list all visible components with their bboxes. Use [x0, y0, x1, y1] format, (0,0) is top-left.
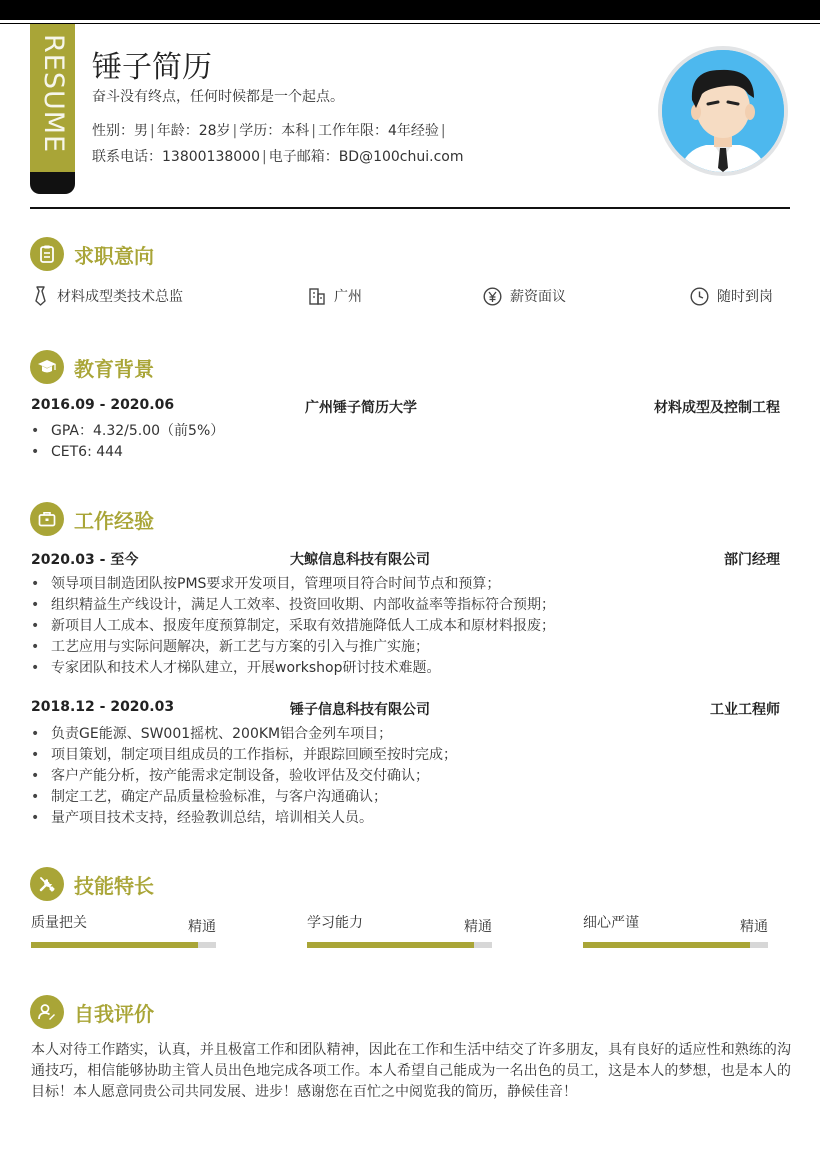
clock-icon [690, 287, 709, 306]
intent-availability [690, 286, 773, 306]
skill-level: 精通 [188, 919, 216, 935]
separator: | [440, 123, 446, 139]
work-years: 工作年限：4年经验 [317, 123, 439, 139]
list-item: • 客户产能分析，按产能需求定制设备，验收评估及交付确认； [31, 766, 457, 787]
list-item: • 专家团队和技术人才梯队建立，开展workshop研讨技术难题。 [31, 658, 555, 679]
skill-carefulness [583, 912, 768, 952]
section-skills [30, 866, 154, 902]
intent-city [308, 286, 362, 306]
top-bar [0, 0, 820, 20]
work-2-date: 2018.12 - 2020.03 [31, 699, 175, 715]
section-title: 工作经验 [74, 508, 154, 533]
skill-learning [307, 912, 492, 952]
graduation-cap-icon [30, 350, 64, 384]
skill-bar-fill [31, 942, 198, 948]
motto: 奋斗没有终点，任何时候都是一个起点。 [92, 89, 344, 105]
separator: | [311, 123, 316, 139]
self-evaluation-text: 本人对待工作踏实，认真，并且极富工作和团队精神，因此在工作和生活中结交了许多朋友，具有良好的适应性和熟练的沟通技巧，相信能够协助主管人员出色地完成各项工作。本人希望自己能成为一名出色的员工，这是本人的梦想，也是本人的目标！本人愿意同贵公司共同发展、进步！感谢您在百忙之中阅览我的简历，静候佳音！ [31, 1042, 791, 1100]
section-summary [30, 994, 154, 1030]
list-item: • 新项目人工成本、报废年度预算制定，采取有效措施降低人工成本和原材料报废； [31, 616, 555, 637]
intent-salary [483, 286, 566, 306]
list-item: • 工艺应用与实际问题解决，新工艺与方案的引入与推广实施； [31, 637, 555, 658]
list-item: • 负责GE能源、SW001摇枕、200KM铝合金列车项目； [31, 724, 457, 745]
skill-bar [583, 942, 768, 948]
user-edit-icon [30, 995, 64, 1029]
gender: 性别：男 [92, 123, 148, 139]
section-title: 求职意向 [74, 243, 154, 268]
work-2-company: 锤子信息科技有限公司 [290, 702, 430, 718]
section-title: 教育背景 [74, 356, 154, 381]
skill-quality [31, 912, 216, 952]
contact-info-line [92, 146, 464, 166]
phone: 联系电话：13800138000 [92, 149, 260, 165]
yen-icon [483, 287, 502, 306]
avatar-illustration [662, 50, 784, 172]
skill-level: 精通 [740, 919, 768, 935]
skill-name: 学习能力 [307, 915, 363, 931]
separator: | [261, 149, 267, 165]
intent-availability-label: 随时到岗 [717, 289, 773, 305]
section-intent [30, 236, 154, 272]
list-item: • 领导项目制造团队按PMS要求开发项目，管理项目符合时间节点和预算； [31, 574, 555, 595]
list-item: • CET6: 444 [31, 442, 224, 463]
separator: | [150, 123, 155, 139]
work-2-title: 工业工程师 [710, 702, 780, 718]
work-1-title: 部门经理 [724, 552, 780, 568]
skill-level: 精通 [464, 919, 492, 935]
education-major: 材料成型及控制工程 [654, 400, 780, 416]
list-item: • 制定工艺，确定产品质量检验标准，与客户沟通确认； [31, 787, 457, 808]
tie-icon [32, 286, 49, 306]
section-education [30, 349, 154, 385]
skill-name: 质量把关 [31, 915, 87, 931]
skill-bar-fill [583, 942, 750, 948]
briefcase-icon [30, 502, 64, 536]
basic-info-line [92, 120, 448, 140]
intent-position-label: 材料成型类技术总监 [57, 289, 183, 305]
intent-city-label: 广州 [334, 289, 362, 305]
separator: | [232, 123, 238, 139]
section-title: 技能特长 [74, 873, 154, 898]
work-1-bullets [31, 574, 555, 679]
section-work [30, 501, 154, 537]
work-1-date: 2020.03 - 至今 [31, 552, 139, 568]
list-item: • 项目策划，制定项目组成员的工作指标，并跟踪回顾至按时完成； [31, 745, 457, 766]
education-school: 广州锤子简历大学 [305, 400, 417, 416]
age: 年龄：28岁 [156, 123, 231, 139]
education-level: 学历：本科 [239, 123, 310, 139]
resume-tab-foot [30, 172, 75, 194]
skill-bar-fill [307, 942, 474, 948]
work-1-company: 大鲸信息科技有限公司 [290, 552, 430, 568]
intent-salary-label: 薪资面议 [510, 289, 566, 305]
list-item: • 量产项目技术支持，经验教训总结，培训相关人员。 [31, 808, 457, 829]
clipboard-icon [30, 237, 64, 271]
intent-position [32, 286, 183, 306]
education-bullets [31, 421, 224, 463]
avatar [658, 46, 788, 176]
section-title: 自我评价 [74, 1001, 154, 1026]
top-bar-line [0, 23, 820, 24]
work-2-bullets [31, 724, 457, 829]
education-date: 2016.09 - 2020.06 [31, 397, 175, 413]
email: 电子邮箱：BD@100chui.com [268, 149, 464, 165]
skill-bar [31, 942, 216, 948]
list-item: • GPA：4.32/5.00（前5%） [31, 421, 224, 442]
skill-name: 细心严谨 [583, 915, 639, 931]
building-icon [308, 287, 326, 305]
header-divider [30, 207, 790, 209]
list-item: • 组织精益生产线设计，满足人工效率、投资回收期、内部收益率等指标符合预期； [31, 595, 555, 616]
resume-tab-text: RESUME [38, 34, 69, 154]
skill-bar [307, 942, 492, 948]
candidate-name: 锤子简历 [92, 50, 212, 85]
tools-icon [30, 867, 64, 901]
